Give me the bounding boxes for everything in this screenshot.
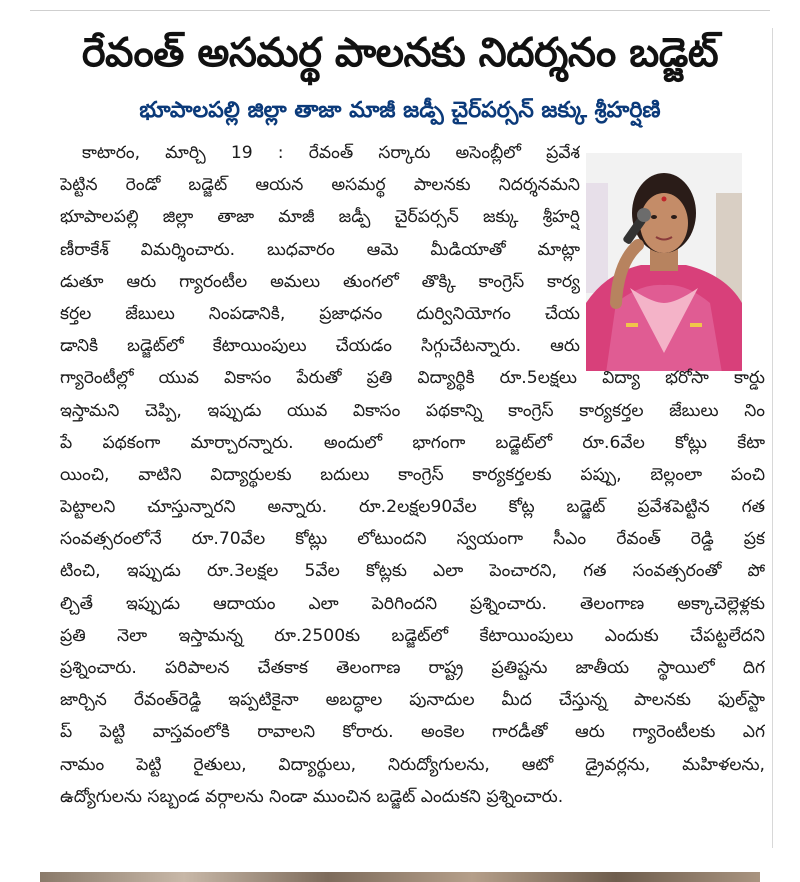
body-line: టించి, ఇప్పుడు రూ.3లక్షల 5వేల కోట్లకు ఎలా పెంచారని, గత సంవత్సరంతో పో — [60, 561, 765, 582]
body-line: గ్యారెంటీల్లో యువ వికాసం పేరుతో ప్రతి విద్యార్థికి రూ.5లక్షలు విద్యా భరోసా కార్డు — [60, 368, 765, 389]
body-line: డుతూ ఆరు గ్యారంటీల అమలు తుంగలో తొక్కి కాంగ్రెస్ కార్య — [60, 271, 580, 292]
next-article-photo-strip — [40, 872, 760, 882]
body-line: పెట్టాలని చూస్తున్నారని అన్నారు. రూ.2లక్షల90వేల కోట్ల బడ్జెట్ ప్రవేశపెట్టిన గత — [60, 497, 765, 518]
body-line: ప్రశ్నించారు. పరిపాలన చేతకాక తెలంగాణ రాష్ట్ర ప్రతిష్టను జాతీయ స్థాయిలో దిగ — [60, 658, 765, 678]
body-line: సంవత్సరంలోనే రూ.70వేల కోట్లు లోటుందని స్వయంగా సీఎం రేవంత్ రెడ్డి ప్రక — [60, 529, 765, 550]
article-subheadline: భూపాలపల్లి జిల్లా తాజా మాజీ జడ్పీ చైర్‌పర్సన్ జక్కు శ్రీహర్షిణి — [139, 98, 661, 123]
article-body — [60, 137, 765, 813]
body-line: ల్చితే ఇప్పుడు ఆదాయం ఎలా పెరిగిందని ప్రశ్నించారు. తెలంగాణ అక్కాచెల్లెళ్లకు — [60, 593, 765, 614]
column-divider — [772, 28, 773, 848]
body-line: ప్ పెట్టి వాస్తవంలోకి రావాలని కోరారు. అంకెల గారడీతో ఆరు గ్యారెంటీలకు ఎగ — [60, 722, 765, 743]
body-line: యించి, వాటిని విద్యార్థులకు బదులు కాంగ్రెస్ కార్యకర్తలకు పప్పు, బెల్లంలా పంచి — [60, 464, 765, 485]
body-line: కాటారం, మార్చి 19 : రేవంత్ సర్కారు అసెంబ్లీలో ప్రవేశ — [82, 143, 580, 163]
body-line: జార్చిన రేవంత్‌రెడ్డి ఇప్పటికైనా అబద్ధాల పునాదుల మీద చేస్తున్న పాలనకు ఫుల్‌స్టా — [60, 690, 765, 711]
body-line: డానికి బడ్జెట్‌లో కేటాయింపులు చేయడం సిగ్గుచేటన్నారు. ఆరు — [60, 336, 580, 357]
body-line: భూపాలపల్లి జిల్లా తాజా మాజీ జడ్పీ చైర్‌పర్సన్ జక్కు శ్రీహర్షి — [60, 207, 580, 228]
body-line: పెట్టిన రెండో బడ్జెట్ ఆయన అసమర్థ పాలనకు నిదర్శనమని — [60, 175, 580, 196]
body-line: కర్తల జేబులు నింపడానికి, ప్రజాధనం దుర్వినియోగం చేయ — [60, 303, 580, 324]
body-line: ఇస్తామని చెప్పి, ఇప్పుడు యువ వికాసం పథకాన్ని కాంగ్రెస్ కార్యకర్తల జేబులు నిం — [60, 400, 765, 421]
article-headline: రేవంత్ అసమర్థ పాలనకు నిదర్శనం బడ్జెట్ — [81, 30, 719, 76]
top-divider — [30, 10, 770, 11]
body-line: ఉద్యోగులను సబ్బండ వర్గాలను నిండా ముంచిన బడ్జెట్ ఎందుకని ప్రశ్నించారు. — [60, 786, 564, 807]
body-line: పే పథకంగా మార్చారన్నారు. అందులో భాగంగా బడ్జెట్‌లో రూ.6వేల కోట్లు కేటా — [60, 432, 765, 453]
body-line: ణీరాకేశ్ విమర్శించారు. బుధవారం ఆమె మీడియాతో మాట్లా — [60, 239, 580, 260]
body-line: ప్రతి నెలా ఇస్తామన్న రూ.2500కు బడ్జెట్‌లో కేటాయింపులు ఎందుకు చేపట్టలేదని — [60, 625, 765, 646]
body-line: నామం పెట్టి రైతులు, విద్యార్థులు, నిరుద్యోగులను, ఆటో డ్రైవర్లను, మహిళలను, — [60, 754, 765, 775]
